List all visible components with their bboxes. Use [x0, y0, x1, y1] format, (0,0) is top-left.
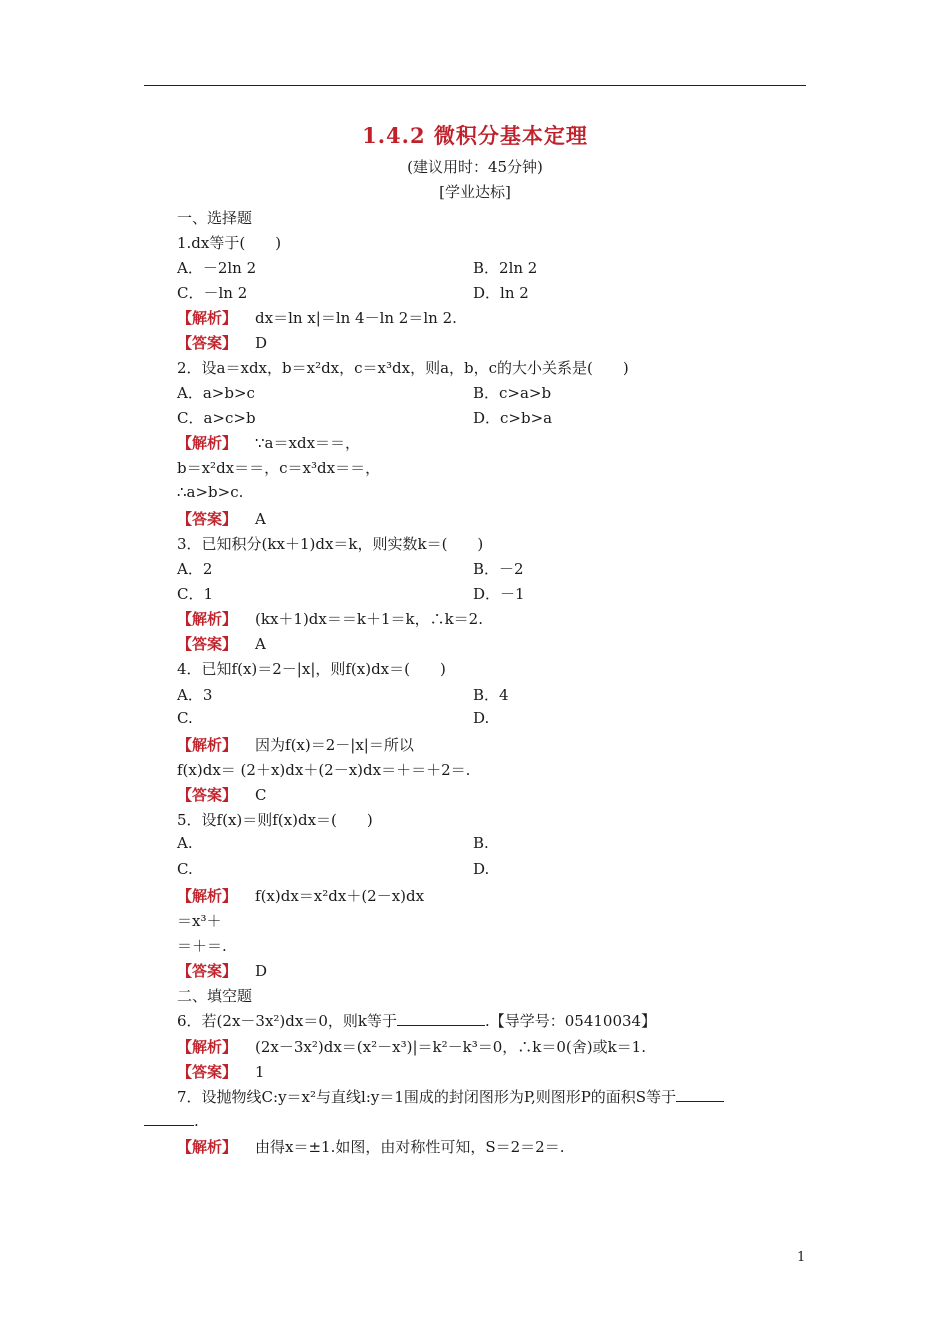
q7-answer-blank-2 — [144, 1111, 194, 1126]
q2-option-b: B．c>a>b — [473, 384, 552, 402]
q1-option-a: A．－2ln 2 — [177, 259, 257, 277]
analysis-tag: 【解析】 — [177, 736, 238, 754]
q1-option-b: B．2ln 2 — [473, 259, 538, 277]
analysis-tag: 【解析】 — [177, 610, 238, 628]
q7-stem — [177, 1086, 724, 1107]
q4-option-a: A．3 — [177, 686, 213, 704]
q4-option-c: C. — [177, 709, 193, 727]
answer-tag: 【答案】 — [177, 635, 238, 653]
time-note: (建议用时：45分钟) — [407, 158, 543, 176]
q5-answer — [177, 960, 267, 981]
analysis-tag: 【解析】 — [177, 1138, 238, 1156]
q3-analysis — [177, 608, 483, 629]
analysis-tag: 【解析】 — [177, 434, 238, 452]
q4-answer-text: C — [255, 786, 267, 804]
analysis-tag: 【解析】 — [177, 1038, 238, 1056]
q6-answer-blank — [397, 1011, 485, 1026]
q7-analysis — [177, 1136, 565, 1157]
q4-analysis-text-1: 因为f(x)＝2－|x|＝所以 — [255, 736, 414, 754]
q2-option-c: C．a>c>b — [177, 409, 256, 427]
q6-stem — [177, 1010, 656, 1031]
q5-option-b: B. — [473, 834, 489, 852]
level-label: [学业达标] — [439, 183, 511, 201]
q4-analysis — [177, 734, 414, 755]
page-title: 1.4.2 微积分基本定理 — [362, 123, 588, 148]
q7-analysis-text: 由得x＝±1.如图，由对称性可知，S＝2＝2＝. — [255, 1138, 565, 1156]
q1-answer — [177, 332, 267, 353]
q5-analysis-text-2: ＝x³＋ — [177, 912, 222, 930]
q1-stem: 1.dx等于( ) — [177, 234, 282, 252]
answer-tag: 【答案】 — [177, 962, 238, 980]
q2-option-d: D．c>b>a — [473, 409, 553, 427]
q7-answer-blank-1 — [676, 1087, 724, 1102]
analysis-tag: 【解析】 — [177, 887, 238, 905]
q3-analysis-text: (kx＋1)dx＝＝k＋1＝k，∴k＝2. — [255, 610, 483, 628]
q7-stem-tail: . — [194, 1112, 199, 1130]
q4-analysis-text-2: f(x)dx＝ (2＋x)dx＋(2－x)dx＝＋＝＋2＝. — [177, 761, 471, 779]
q3-answer-text: A — [255, 635, 266, 653]
q2-option-a: A．a>b>c — [177, 384, 255, 402]
q4-option-b: B．4 — [473, 686, 509, 704]
q5-option-c: C. — [177, 860, 193, 878]
q1-analysis — [177, 307, 457, 328]
q5-analysis — [177, 885, 424, 906]
q4-stem: 4．已知f(x)＝2－|x|，则f(x)dx＝( ) — [177, 660, 446, 678]
section-choice: 一、选择题 — [177, 209, 253, 227]
q4-answer — [177, 784, 267, 805]
answer-tag: 【答案】 — [177, 334, 238, 352]
q2-answer — [177, 508, 266, 529]
q5-analysis-text-1: f(x)dx＝x²dx＋(2－x)dx — [255, 887, 425, 905]
q2-analysis-text-3: ∴a>b>c. — [177, 483, 244, 501]
q2-analysis-text-1: ∵a＝xdx＝＝， — [255, 434, 361, 452]
q1-option-d: D．ln 2 — [473, 284, 529, 302]
q7-stem-continued — [144, 1111, 199, 1130]
q2-analysis-text-2: b＝x²dx＝＝，c＝x³dx＝＝， — [177, 459, 381, 477]
q7-stem-text: 7．设抛物线C:y＝x²与直线l:y＝1围成的封闭图形为P,则图形P的面积S等于 — [177, 1088, 677, 1106]
q2-answer-text: A — [255, 510, 266, 528]
analysis-tag: 【解析】 — [177, 309, 238, 327]
q3-option-c: C．1 — [177, 585, 214, 603]
q6-stem-tail: .【导学号：05410034】 — [484, 1012, 657, 1030]
q3-option-d: D．－1 — [473, 585, 525, 603]
answer-tag: 【答案】 — [177, 786, 238, 804]
q1-option-c: C．－ln 2 — [177, 284, 248, 302]
q1-analysis-text: dx＝ln x|＝ln 4－ln 2＝ln 2. — [255, 309, 457, 327]
q5-analysis-text-3: ＝＋＝. — [177, 937, 227, 955]
q6-answer — [177, 1061, 265, 1082]
q6-stem-text: 6．若(2x－3x²)dx＝0，则k等于 — [177, 1012, 397, 1030]
answer-tag: 【答案】 — [177, 1063, 238, 1081]
q6-analysis-text: (2x－3x²)dx＝(x²－x³)|＝k²－k³＝0，∴k＝0(舍)或k＝1. — [255, 1038, 646, 1056]
q6-analysis — [177, 1036, 646, 1057]
q3-answer — [177, 633, 266, 654]
q2-stem: 2．设a＝xdx，b＝x²dx，c＝x³dx，则a，b，c的大小关系是( ) — [177, 359, 629, 377]
q5-answer-text: D — [255, 962, 268, 980]
q6-answer-text: 1 — [255, 1063, 265, 1081]
page-number: 1 — [797, 1250, 806, 1265]
q2-analysis — [177, 432, 360, 453]
q5-option-a: A. — [177, 834, 193, 852]
q3-option-a: A．2 — [177, 560, 213, 578]
q5-stem: 5．设f(x)＝则f(x)dx＝( ) — [177, 811, 373, 829]
q1-answer-text: D — [255, 334, 268, 352]
q3-stem: 3．已知积分(kx＋1)dx＝k，则实数k＝( ) — [177, 535, 484, 553]
q5-option-d: D. — [473, 860, 490, 878]
q3-option-b: B．－2 — [473, 560, 524, 578]
section-fill-in: 二、填空题 — [177, 987, 253, 1005]
q4-option-d: D. — [473, 709, 490, 727]
answer-tag: 【答案】 — [177, 510, 238, 528]
header-rule — [144, 85, 806, 86]
